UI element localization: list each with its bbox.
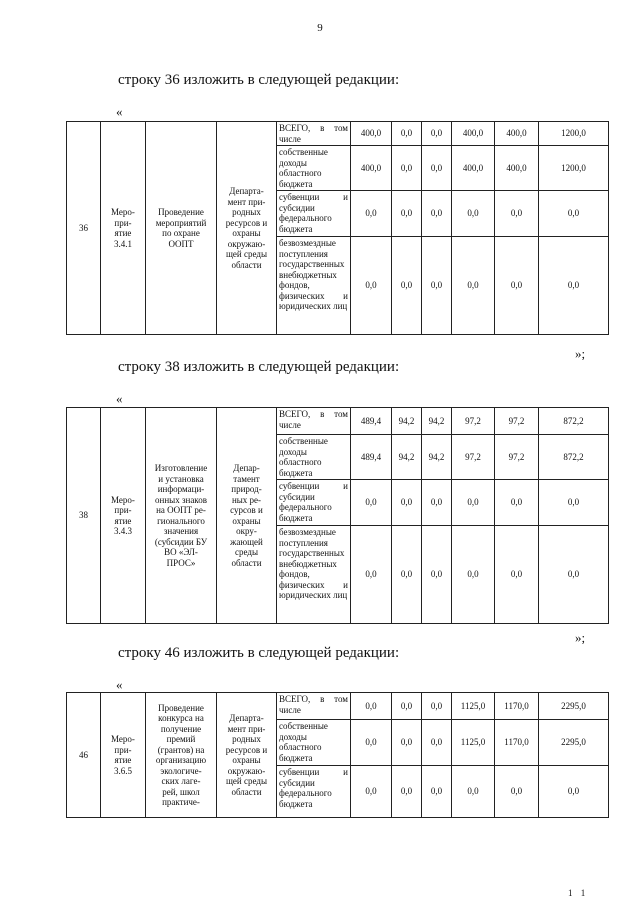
- value-cell: 0,0: [351, 693, 392, 720]
- value-cell: 1170,0: [495, 693, 539, 720]
- value-cell: 0,0: [452, 526, 495, 624]
- page-number: 9: [317, 22, 323, 34]
- executor-cell: Департа- мент при- родных ресурсов и охраны окружаю- щей среды области: [217, 122, 277, 335]
- value-cell: 0,0: [422, 693, 452, 720]
- open-quote-38: «: [116, 391, 123, 406]
- value-cell: 0,0: [452, 237, 495, 335]
- value-cell: 1200,0: [539, 122, 609, 146]
- value-cell: 0,0: [392, 720, 422, 766]
- row-number-cell: 46: [67, 693, 101, 818]
- value-cell: 400,0: [351, 146, 392, 191]
- value-cell: 2295,0: [539, 693, 609, 720]
- value-cell: 0,0: [422, 237, 452, 335]
- value-cell: 0,0: [422, 480, 452, 526]
- funding-source-cell: субвенции и субсидии федерального бюджета: [277, 766, 351, 818]
- value-cell: 872,2: [539, 408, 609, 435]
- value-cell: 0,0: [539, 766, 609, 818]
- row-number-cell: 38: [67, 408, 101, 624]
- value-cell: 0,0: [392, 191, 422, 237]
- value-cell: 97,2: [452, 408, 495, 435]
- value-cell: 0,0: [392, 693, 422, 720]
- value-cell: 0,0: [351, 191, 392, 237]
- row-number-cell: 36: [67, 122, 101, 335]
- value-cell: 0,0: [452, 480, 495, 526]
- value-cell: 400,0: [351, 122, 392, 146]
- executor-cell: Депар- тамент природ- ных ре- сурсов и охраны окру- жающей среды области: [217, 408, 277, 624]
- value-cell: 97,2: [495, 435, 539, 480]
- event-title-cell: Изготовление и установка информаци- онных знаков на ООПТ ре- гионального значения (субсидии БУ ВО «ЭЛ- ПРОС»: [146, 408, 217, 624]
- table-row-46: [66, 692, 609, 818]
- value-cell: 0,0: [351, 720, 392, 766]
- section-heading-46: строку 46 изложить в следующей редакции:: [118, 645, 400, 661]
- section-heading-36: строку 36 изложить в следующей редакции:: [118, 72, 400, 88]
- value-cell: 0,0: [422, 720, 452, 766]
- value-cell: 97,2: [452, 435, 495, 480]
- funding-source-cell: безвозмездные поступления государственных внебюджетных фондов, физических и юридических лиц: [277, 237, 351, 335]
- value-cell: 97,2: [495, 408, 539, 435]
- value-cell: 400,0: [452, 122, 495, 146]
- funding-source-cell: безвозмездные поступления государственных внебюджетных фондов, физических и юридических лиц: [277, 526, 351, 624]
- event-title-cell: Проведение мероприятий по охране ООПТ: [146, 122, 217, 335]
- value-cell: 0,0: [351, 480, 392, 526]
- value-cell: 0,0: [452, 766, 495, 818]
- value-cell: 0,0: [495, 526, 539, 624]
- funding-source-cell: ВСЕГО, в том числе: [277, 122, 351, 146]
- value-cell: 94,2: [392, 435, 422, 480]
- table-row: [67, 693, 609, 720]
- value-cell: 400,0: [495, 146, 539, 191]
- value-cell: 489,4: [351, 435, 392, 480]
- value-cell: 0,0: [539, 191, 609, 237]
- table-row: [67, 122, 609, 146]
- value-cell: 0,0: [351, 766, 392, 818]
- table-row: [67, 408, 609, 435]
- event-code-cell: Меро- при- ятие 3.4.3: [101, 408, 146, 624]
- table-row-36: [66, 121, 609, 335]
- value-cell: 0,0: [351, 526, 392, 624]
- value-cell: 0,0: [422, 766, 452, 818]
- value-cell: 0,0: [392, 526, 422, 624]
- value-cell: 1125,0: [452, 693, 495, 720]
- value-cell: 400,0: [495, 122, 539, 146]
- value-cell: 0,0: [539, 480, 609, 526]
- value-cell: 1125,0: [452, 720, 495, 766]
- executor-cell: Департа- мент при- родных ресурсов и охраны окружаю- щей среды области: [217, 693, 277, 818]
- value-cell: 400,0: [452, 146, 495, 191]
- value-cell: 0,0: [392, 122, 422, 146]
- funding-source-cell: ВСЕГО, в том числе: [277, 693, 351, 720]
- open-quote-36: «: [116, 104, 123, 119]
- close-quote-38: »;: [575, 630, 586, 645]
- value-cell: 0,0: [452, 191, 495, 237]
- value-cell: 1200,0: [539, 146, 609, 191]
- close-quote-36: »;: [575, 346, 586, 361]
- value-cell: 0,0: [539, 526, 609, 624]
- value-cell: 94,2: [422, 435, 452, 480]
- value-cell: 94,2: [392, 408, 422, 435]
- value-cell: 0,0: [392, 146, 422, 191]
- value-cell: 0,0: [422, 122, 452, 146]
- value-cell: 2295,0: [539, 720, 609, 766]
- section-heading-38: строку 38 изложить в следующей редакции:: [118, 359, 400, 375]
- funding-source-cell: собственные доходы областного бюджета: [277, 435, 351, 480]
- value-cell: 0,0: [351, 237, 392, 335]
- value-cell: 0,0: [392, 237, 422, 335]
- value-cell: 0,0: [422, 146, 452, 191]
- value-cell: 0,0: [495, 237, 539, 335]
- value-cell: 0,0: [392, 766, 422, 818]
- funding-source-cell: субвенции и субсидии федерального бюджета: [277, 191, 351, 237]
- value-cell: 0,0: [392, 480, 422, 526]
- table-row-38: [66, 407, 609, 624]
- funding-source-cell: собственные доходы областного бюджета: [277, 720, 351, 766]
- value-cell: 0,0: [495, 480, 539, 526]
- event-code-cell: Меро- при- ятие 3.4.1: [101, 122, 146, 335]
- funding-source-cell: собственные доходы областного бюджета: [277, 146, 351, 191]
- value-cell: 0,0: [495, 766, 539, 818]
- funding-source-cell: субвенции и субсидии федерального бюджета: [277, 480, 351, 526]
- value-cell: 94,2: [422, 408, 452, 435]
- value-cell: 489,4: [351, 408, 392, 435]
- value-cell: 1170,0: [495, 720, 539, 766]
- value-cell: 872,2: [539, 435, 609, 480]
- open-quote-46: «: [116, 677, 123, 692]
- footer-mark: 1 1: [568, 888, 589, 898]
- value-cell: 0,0: [422, 191, 452, 237]
- value-cell: 0,0: [539, 237, 609, 335]
- value-cell: 0,0: [495, 191, 539, 237]
- event-title-cell: Проведение конкурса на получение премий (грантов) на организацию экологиче- ских лаге- рей, школ практиче-: [146, 693, 217, 818]
- event-code-cell: Меро- при- ятие 3.6.5: [101, 693, 146, 818]
- value-cell: 0,0: [422, 526, 452, 624]
- funding-source-cell: ВСЕГО, в том числе: [277, 408, 351, 435]
